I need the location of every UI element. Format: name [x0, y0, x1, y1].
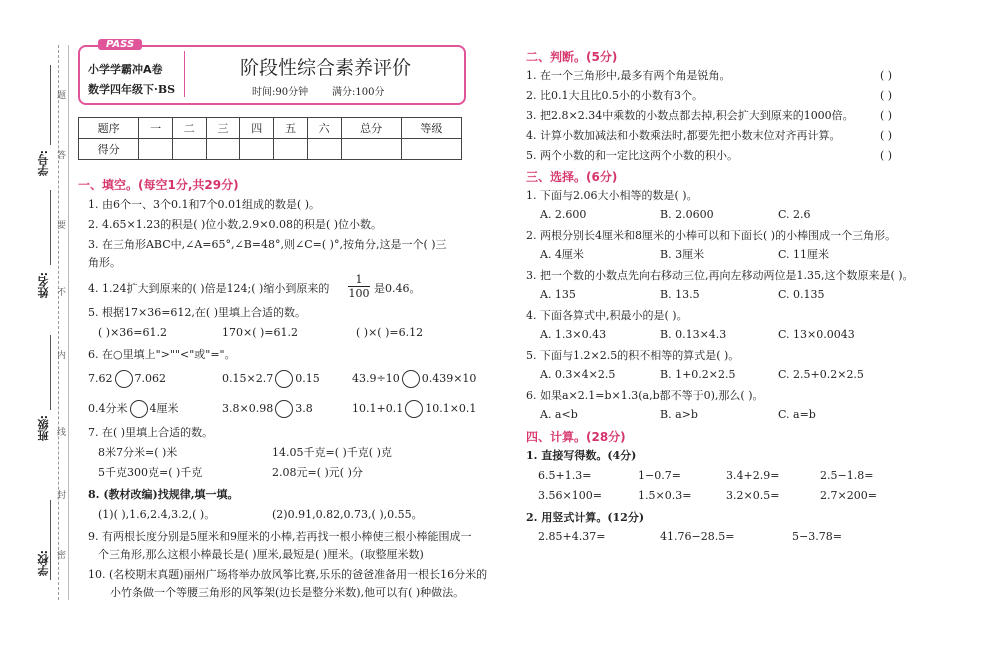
side-char: 封: [57, 491, 67, 501]
section4-title: 四、计算。(28分): [526, 430, 626, 444]
fill-q7-d: 2.08元=( )元( )分: [272, 466, 363, 479]
choice-option[interactable]: B. a>b: [660, 408, 698, 421]
judge-q4: 4. 计算小数加减法和小数乘法时,都要先把小数末位对齐再计算。: [526, 129, 841, 142]
choice-option[interactable]: C. 13×0.0043: [778, 328, 855, 341]
score-input-cell[interactable]: [240, 139, 274, 160]
side-char: 答: [57, 151, 67, 161]
choice-option[interactable]: B. 13.5: [660, 288, 700, 301]
compare-circle[interactable]: [130, 400, 148, 418]
compare-right: 0.15: [295, 372, 320, 385]
score-table: [78, 117, 462, 160]
calc-item[interactable]: 6.5+1.3=: [538, 469, 592, 482]
fill-q7: 7. 在( )里填上合适的数。: [88, 426, 214, 439]
score-cell-header: 总分: [341, 118, 401, 139]
score-cell-header: 五: [274, 118, 308, 139]
school-field-line[interactable]: [50, 500, 51, 580]
choice-q2: 2. 两根分别长4厘米和8厘米的小棒可以和下面长( )的小棒围成一个三角形。: [526, 229, 897, 242]
calc-sub2-title: 2. 用竖式计算。(12分): [526, 511, 645, 524]
name-field-line[interactable]: [50, 190, 51, 265]
fraction-denominator: 100: [348, 287, 370, 300]
compare-item: [222, 400, 313, 418]
judge-answer-paren[interactable]: ( ): [880, 149, 893, 162]
score-table-score-row: [79, 139, 462, 160]
judge-q1: 1. 在一个三角形中,最多有两个角是锐角。: [526, 69, 731, 82]
exam-time: 时间:90分钟: [252, 87, 309, 98]
calc-item[interactable]: 3.56×100=: [538, 489, 602, 502]
score-input-cell[interactable]: [274, 139, 308, 160]
compare-circle[interactable]: [275, 400, 293, 418]
compare-item: [352, 370, 476, 388]
choice-q6: 6. 如果a×2.1=b×1.3(a,b都不等于0),那么( )。: [526, 389, 764, 402]
choice-option[interactable]: A. 0.3×4×2.5: [540, 368, 616, 381]
fill-q5-a: ( )×36=61.2: [98, 326, 168, 339]
side-char: 密: [57, 551, 67, 561]
score-cell-header: 三: [206, 118, 240, 139]
score-input-cell[interactable]: [139, 139, 173, 160]
vertical-calc-item[interactable]: 5−3.78=: [792, 530, 842, 543]
choice-option[interactable]: B. 2.0600: [660, 208, 714, 221]
compare-right: 10.1×0.1: [425, 402, 477, 415]
compare-circle[interactable]: [275, 370, 293, 388]
class-label: 班级:: [37, 415, 50, 442]
binding-line-dashed: [58, 45, 59, 600]
choice-option[interactable]: C. 0.135: [778, 288, 825, 301]
score-cell-header: 等级: [401, 118, 461, 139]
score-cell-header: 题序: [79, 118, 139, 139]
compare-item: [88, 370, 166, 388]
section3-title: 三、选择。(6分): [526, 170, 618, 184]
fill-q9-line1: 9. 有两根长度分别是5厘米和9厘米的小棒,若再找一根小棒使三根小棒能围成一: [88, 530, 472, 543]
compare-left: 3.8×0.98: [222, 402, 274, 415]
side-char: 题: [57, 91, 67, 101]
choice-option[interactable]: A. 135: [540, 288, 576, 301]
header-divider: [184, 51, 185, 97]
exam-header: [78, 39, 466, 105]
number-label: 学号:: [37, 150, 50, 177]
class-field-line[interactable]: [50, 335, 51, 410]
choice-option[interactable]: C. a=b: [778, 408, 816, 421]
judge-q5: 5. 两个小数的和一定比这两个小数的积小。: [526, 149, 738, 162]
judge-answer-paren[interactable]: ( ): [880, 89, 893, 102]
number-field-line[interactable]: [50, 65, 51, 145]
choice-option[interactable]: C. 2.6: [778, 208, 811, 221]
calc-item[interactable]: 2.7×200=: [820, 489, 877, 502]
exam-title: 阶段性综合素养评价: [240, 57, 412, 79]
score-table-header-row: [79, 118, 462, 139]
score-input-cell[interactable]: [341, 139, 401, 160]
compare-circle[interactable]: [115, 370, 133, 388]
compare-left: 10.1+0.1: [352, 402, 404, 415]
calc-item[interactable]: 1−0.7=: [638, 469, 681, 482]
score-cell-header: 四: [240, 118, 274, 139]
fill-q8-1: (1)( ),1.6,2.4,3.2,( )。: [98, 508, 216, 521]
judge-answer-paren[interactable]: ( ): [880, 69, 893, 82]
side-char: 不: [57, 288, 67, 298]
score-input-cell[interactable]: [307, 139, 341, 160]
fill-q8: 8. (教材改编)找规律,填一填。: [88, 488, 239, 501]
fill-q5-c: ( )×( )=6.12: [356, 326, 424, 339]
score-cell-header: 一: [139, 118, 173, 139]
section2-title: 二、判断。(5分): [526, 50, 618, 64]
fill-q6: 6. 在○里填上">""<"或"="。: [88, 348, 236, 361]
choice-option[interactable]: A. 1.3×0.43: [540, 328, 607, 341]
choice-option[interactable]: C. 2.5+0.2×2.5: [778, 368, 864, 381]
fill-q7-a: 8米7分米=( )米: [98, 446, 178, 459]
fill-q7-c: 5千克300克=( )千克: [98, 466, 203, 479]
compare-right: 0.439×10: [421, 372, 477, 385]
calc-item[interactable]: 3.2×0.5=: [726, 489, 780, 502]
side-char: 线: [57, 428, 67, 438]
calc-item[interactable]: 3.4+2.9=: [726, 469, 780, 482]
compare-right: 4厘米: [149, 402, 179, 415]
name-label: 姓名:: [37, 272, 50, 299]
series-name: 小学学霸冲A卷: [88, 63, 163, 76]
section1-title: 一、填空。(每空1分,共29分): [78, 178, 239, 192]
compare-item: [352, 400, 476, 418]
fill-q8-2: (2)0.91,0.82,0.73,( ),0.55。: [272, 508, 423, 521]
score-input-cell[interactable]: [206, 139, 240, 160]
judge-answer-paren[interactable]: ( ): [880, 129, 893, 142]
fill-q2: 2. 4.65×1.23的积是( )位小数,2.9×0.08的积是( )位小数。: [88, 218, 383, 231]
vertical-calc-item[interactable]: 41.76−28.5=: [660, 530, 735, 543]
binding-line-solid: [68, 45, 69, 600]
fill-q5-b: 170×( )=61.2: [222, 326, 299, 339]
score-row-label: 得分: [79, 139, 139, 160]
choice-option[interactable]: B. 3厘米: [660, 248, 705, 261]
choice-option[interactable]: B. 0.13×4.3: [660, 328, 727, 341]
fill-q4-end: 是0.46。: [374, 282, 421, 295]
choice-option[interactable]: A. 4厘米: [540, 248, 584, 261]
calc-item[interactable]: 2.5−1.8=: [820, 469, 874, 482]
choice-q3: 3. 把一个数的小数点先向右移动三位,再向左移动两位是1.35,这个数原来是( )。: [526, 269, 914, 282]
score-cell-header: 二: [172, 118, 206, 139]
calc-sub1-title: 1. 直接写得数。(4分): [526, 449, 637, 462]
calc-item[interactable]: 1.5×0.3=: [638, 489, 692, 502]
choice-option[interactable]: B. 1+0.2×2.5: [660, 368, 736, 381]
choice-q4: 4. 下面各算式中,积最小的是( )。: [526, 309, 688, 322]
side-char: 内: [57, 351, 67, 361]
compare-left: 0.15×2.7: [222, 372, 274, 385]
compare-right: 7.062: [134, 372, 166, 385]
fill-q7-b: 14.05千克=( )千克( )克: [272, 446, 392, 459]
compare-left: 43.9÷10: [352, 372, 400, 385]
fill-q10-line2: 小竹条做一个等腰三角形的风筝架(边长是整分米数),他可以有( )种做法。: [110, 586, 465, 599]
choice-option[interactable]: C. 11厘米: [778, 248, 830, 261]
fill-q5: 5. 根据17×36=612,在( )里填上合适的数。: [88, 306, 306, 319]
edition-name: 数学四年级下·BS: [88, 83, 176, 96]
score-cell-header: 六: [307, 118, 341, 139]
fill-q3-line1: 3. 在三角形ABC中,∠A=65°,∠B=48°,则∠C=( )°,按角分,这是一个( )三: [88, 238, 447, 251]
judge-answer-paren[interactable]: ( ): [880, 109, 893, 122]
fill-q9-line2: 个三角形,那么这根小棒最长是( )厘米,最短是( )厘米。(取整厘米数): [98, 548, 424, 561]
school-label: 学校:: [37, 550, 50, 577]
score-input-cell[interactable]: [401, 139, 461, 160]
choice-q5: 5. 下面与1.2×2.5的积不相等的算式是( )。: [526, 349, 740, 362]
pass-logo: PASS: [98, 39, 142, 50]
fill-q1: 1. 由6个一、3个0.1和7个0.01组成的数是( )。: [88, 198, 321, 211]
vertical-calc-item[interactable]: 2.85+4.37=: [538, 530, 606, 543]
compare-item: [88, 400, 179, 418]
choice-q1: 1. 下面与2.06大小相等的数是( )。: [526, 189, 698, 202]
compare-circle[interactable]: [405, 400, 423, 418]
compare-left: 7.62: [88, 372, 113, 385]
compare-right: 3.8: [295, 402, 313, 415]
score-input-cell[interactable]: [172, 139, 206, 160]
fill-q10-line1: 10. (名校期末真题)丽州广场将举办放风筝比赛,乐乐的爸爸准备用一根长16分米的: [88, 568, 488, 581]
fill-q4-start: 4. 1.24扩大到原来的( )倍是124;( )缩小到原来的: [88, 282, 330, 295]
fill-q3-line2: 角形。: [88, 256, 121, 269]
compare-circle[interactable]: [402, 370, 420, 388]
exam-full-score: 满分:100分: [332, 87, 385, 98]
compare-item: [222, 370, 320, 388]
judge-q3: 3. 把2.8×2.34中乘数的小数点都去掉,积会扩大到原来的1000倍。: [526, 109, 854, 122]
judge-q2: 2. 比0.1大且比0.5小的小数有3个。: [526, 89, 703, 102]
fill-q4-fraction: [348, 273, 370, 300]
compare-left: 0.4分米: [88, 402, 128, 415]
choice-option[interactable]: A. 2.600: [540, 208, 587, 221]
fraction-numerator: 1: [348, 273, 370, 287]
choice-option[interactable]: A. a<b: [540, 408, 578, 421]
side-char: 要: [57, 221, 67, 231]
